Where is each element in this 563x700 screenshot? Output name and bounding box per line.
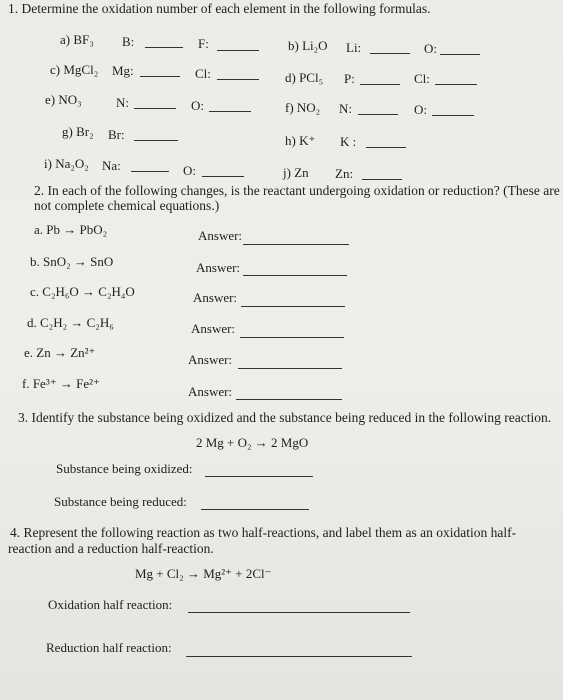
q2a-answer-label: Answer: [198, 228, 243, 243]
q4-reaction: Mg + Cl₂ → Mg²⁺ + 2Cl⁻ [135, 566, 272, 581]
q2b-equation: b. SnO₂ → SnO [30, 254, 114, 269]
q2a-answer-blank[interactable] [243, 244, 349, 245]
q2c-answer-label: Answer: [193, 290, 238, 305]
q3-title: 3. Identify the substance being oxidized and the substance being reduced in the following reaction. [18, 410, 552, 425]
q1c-formula: c) MgCl₂ [50, 62, 99, 77]
q1b-blank-1[interactable] [370, 53, 410, 54]
q1g-formula: g) Br₂ [62, 124, 94, 139]
q2d-answer-label: Answer: [191, 321, 236, 336]
q1h-formula: h) K⁺ [285, 133, 316, 148]
q2f-equation: f. Fe³⁺ → Fe²⁺ [22, 376, 100, 391]
q2c-answer-blank[interactable] [241, 306, 345, 307]
q2-title-line1: 2. In each of the following changes, is the reactant undergoing oxidation or reduction? (These are [34, 183, 560, 198]
q1a-label-1: B: [122, 34, 135, 49]
q1j-blank-1[interactable] [362, 179, 402, 180]
q1i-formula: i) Na₂O₂ [44, 156, 89, 171]
q1c-blank-2[interactable] [217, 79, 259, 80]
q4-reduction-label: Reduction half reaction: [46, 640, 172, 655]
q1b-label-1: Li: [346, 40, 362, 55]
q3-oxidized-blank[interactable] [205, 476, 313, 477]
q2e-answer-label: Answer: [188, 352, 233, 367]
q1f-label-1: N: [339, 101, 352, 116]
q1i-blank-2[interactable] [202, 176, 244, 177]
q3-reduced-blank[interactable] [201, 509, 309, 510]
q1g-label-1: Br: [108, 127, 125, 142]
q1a-blank-2[interactable] [217, 50, 259, 51]
q1a-formula: a) BF₃ [60, 32, 94, 47]
q2e-equation: e. Zn → Zn²⁺ [24, 345, 96, 360]
q1e-label-1: N: [116, 95, 129, 110]
q1d-formula: d) PCl₅ [285, 70, 324, 85]
q1e-blank-1[interactable] [134, 108, 176, 109]
q2f-answer-label: Answer: [188, 384, 233, 399]
q1a-blank-1[interactable] [145, 47, 183, 48]
q1b-label-2: O: [424, 41, 437, 56]
q1e-blank-2[interactable] [209, 111, 251, 112]
q1h-label-1: K : [340, 134, 357, 149]
q1d-label-2: Cl: [414, 71, 430, 86]
q1d-blank-1[interactable] [360, 84, 400, 85]
q1j-formula: j) Zn [283, 165, 309, 180]
q4-oxidation-blank[interactable] [188, 612, 410, 613]
q4-reduction-blank[interactable] [186, 656, 412, 657]
q3-reduced-label: Substance being reduced: [54, 494, 187, 509]
q1f-label-2: O: [414, 102, 427, 117]
q1a-label-2: F: [198, 36, 209, 51]
q1i-blank-1[interactable] [131, 171, 169, 172]
q2b-answer-label: Answer: [196, 260, 241, 275]
q1f-formula: f) NO₂ [285, 100, 321, 115]
q2-title-line2: not complete chemical equations.) [34, 198, 220, 213]
q4-title-line2: reaction and a reduction half-reaction. [8, 541, 214, 556]
q1h-blank-1[interactable] [366, 147, 406, 148]
q2b-answer-blank[interactable] [243, 275, 347, 276]
q1e-label-2: O: [191, 98, 204, 113]
q1b-blank-2[interactable] [440, 54, 480, 55]
q1f-blank-2[interactable] [432, 115, 474, 116]
q2c-equation: c. C₂H₆O → C₂H₄O [30, 284, 135, 299]
q1d-label-1: P: [344, 71, 355, 86]
q3-oxidized-label: Substance being oxidized: [56, 461, 193, 476]
q2d-answer-blank[interactable] [240, 337, 344, 338]
q1e-formula: e) NO₃ [45, 92, 82, 107]
q2d-equation: d. C₂H₂ → C₂H₆ [27, 315, 114, 330]
q1i-label-1: Na: [102, 158, 121, 173]
q4-oxidation-label: Oxidation half reaction: [48, 597, 173, 612]
q1c-blank-1[interactable] [140, 76, 180, 77]
q1i-label-2: O: [183, 163, 196, 178]
q1-title: 1. Determine the oxidation number of each element in the following formulas. [8, 1, 431, 16]
q1g-blank-1[interactable] [134, 140, 178, 141]
q4-title-line1: 4. Represent the following reaction as two half-reactions, and label them as an oxidation half- [10, 525, 517, 540]
q2a-equation: a. Pb → PbO₂ [34, 222, 108, 237]
q1d-blank-2[interactable] [435, 84, 477, 85]
q1j-label-1: Zn: [335, 166, 354, 181]
q1c-label-2: Cl: [195, 66, 211, 81]
q1c-label-1: Mg: [112, 63, 134, 78]
q1b-formula: b) Li₂O [288, 38, 328, 53]
q2e-answer-blank[interactable] [238, 368, 342, 369]
q1f-blank-1[interactable] [358, 114, 398, 115]
q3-reaction: 2 Mg + O₂ → 2 MgO [196, 435, 309, 450]
q2f-answer-blank[interactable] [236, 399, 342, 400]
